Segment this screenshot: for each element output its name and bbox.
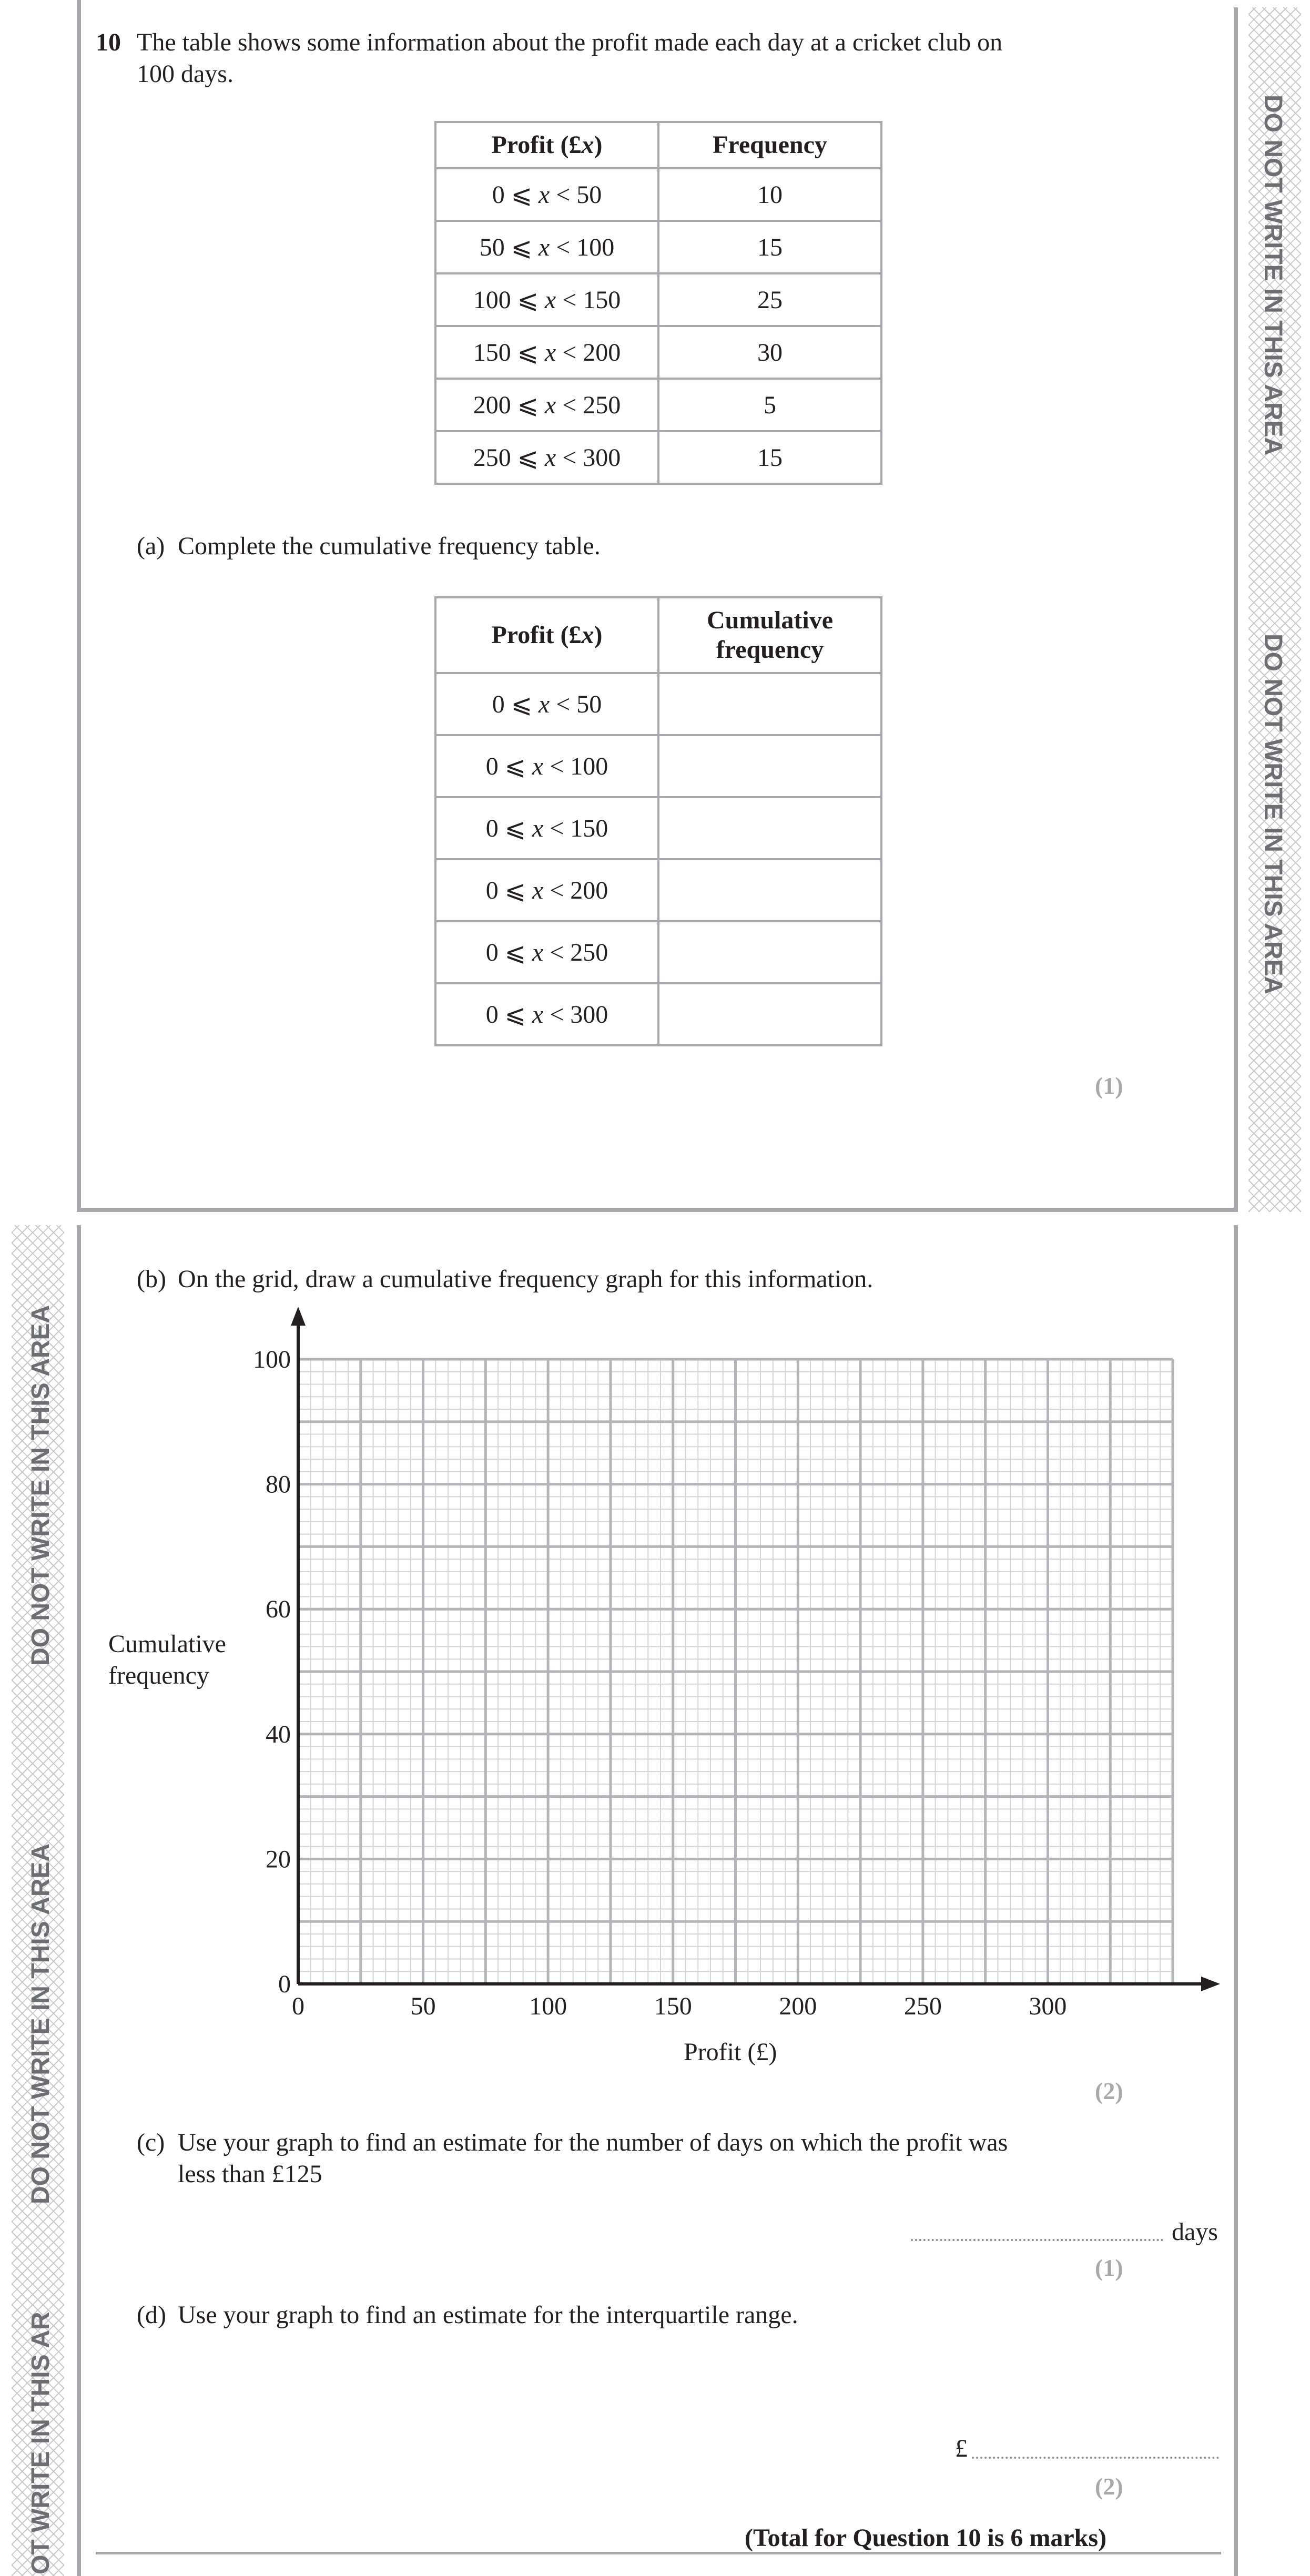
cf-answer-cell[interactable] [658, 921, 881, 983]
cf-profit-cell: 0 ⩽ x < 250 [435, 921, 658, 983]
cf-profit-cell: 0 ⩽ x < 50 [435, 673, 658, 735]
frequency-cell: 15 [658, 431, 881, 484]
margin-warning-left-1: DO NOT WRITE IN THIS AREA [27, 1305, 55, 1666]
part-b-marks: (2) [1095, 2078, 1123, 2104]
header-cf-line1: Cumulative [707, 606, 833, 634]
profit-cell: 250 ⩽ x < 300 [435, 431, 658, 484]
part-c-unit: days [1172, 2218, 1218, 2246]
x-tick-label: 200 [779, 1992, 817, 2020]
margin-warning-right-2: DO NOT WRITE IN THIS AREA [1259, 634, 1287, 995]
page-right-border [1234, 7, 1238, 1212]
profit-cell: 50 ⩽ x < 100 [435, 221, 658, 273]
x-tick-label: 0 [292, 1992, 304, 2020]
cf-profit-cell: 0 ⩽ x < 300 [435, 983, 658, 1045]
cumulative-table-row [435, 859, 881, 921]
question-intro-line2: 100 days. [137, 60, 233, 88]
part-c-answer-line[interactable] [911, 2239, 1163, 2241]
part-c-label: (c) [137, 2129, 165, 2156]
page-bottom-border [77, 1208, 1238, 1212]
x-tick-label: 250 [903, 1992, 942, 2020]
cf-answer-cell[interactable] [658, 797, 881, 859]
header-profit: Profit (£x) [435, 122, 658, 168]
y-tick-label: 0 [278, 1970, 291, 1998]
margin-warning-left-3: OT WRITE IN THIS AR [27, 2312, 55, 2574]
part-a-text: Complete the cumulative frequency table. [178, 532, 601, 560]
y-axis-label-line1: Cumulative [108, 1630, 226, 1658]
cf-answer-cell[interactable] [658, 673, 881, 735]
part-c-text-line2: less than £125 [178, 2160, 322, 2188]
cf-answer-cell[interactable] [658, 859, 881, 921]
part-d-answer-line[interactable] [972, 2457, 1219, 2459]
part-a-marks: (1) [1095, 1072, 1123, 1099]
page-top [0, 0, 1310, 1212]
frequency-cell: 25 [658, 273, 881, 326]
cumulative-frequency-table [434, 596, 882, 1046]
header-frequency: Frequency [658, 122, 881, 168]
frequency-table-row [435, 221, 881, 273]
profit-cell: 100 ⩽ x < 150 [435, 273, 658, 326]
cf-answer-cell[interactable] [658, 735, 881, 797]
x-tick-label: 100 [529, 1992, 567, 2020]
y-tick-label: 100 [253, 1346, 291, 1373]
margin-warning-right-1: DO NOT WRITE IN THIS AREA [1259, 95, 1287, 456]
frequency-cell: 15 [658, 221, 881, 273]
y-axis-label-line2: frequency [108, 1662, 209, 1689]
x-tick-label: 150 [654, 1992, 692, 2020]
part-c-text-line1: Use your graph to find an estimate for the number of days on which the profit was [178, 2129, 1008, 2156]
frequency-table [434, 121, 882, 485]
page2-right-border [1234, 1225, 1238, 2576]
header-profit-cf: Profit (£x) [435, 597, 658, 673]
y-tick-label: 20 [266, 1845, 291, 1874]
frequency-cell: 10 [658, 168, 881, 221]
frequency-cell: 5 [658, 379, 881, 431]
part-c-marks: (1) [1095, 2254, 1123, 2281]
part-b-label: (b) [137, 1265, 166, 1293]
cumulative-table-row [435, 673, 881, 735]
part-d-currency: £ [955, 2435, 968, 2462]
cf-profit-cell: 0 ⩽ x < 150 [435, 797, 658, 859]
frequency-table-row [435, 379, 881, 431]
frequency-table-row [435, 273, 881, 326]
question-number: 10 [96, 28, 121, 56]
cf-profit-cell: 0 ⩽ x < 100 [435, 735, 658, 797]
profit-cell: 150 ⩽ x < 200 [435, 326, 658, 379]
question-intro-line1: The table shows some information about the profit made each day at a cricket club on [137, 28, 1003, 56]
x-tick-label: 300 [1029, 1992, 1067, 2020]
frequency-table-row [435, 431, 881, 484]
y-tick-label: 80 [266, 1470, 291, 1499]
cf-answer-cell[interactable] [658, 983, 881, 1045]
cumulative-table-row [435, 735, 881, 797]
cumulative-table-row [435, 921, 881, 983]
profit-cell: 200 ⩽ x < 250 [435, 379, 658, 431]
cumulative-table-row [435, 797, 881, 859]
frequency-table-row [435, 168, 881, 221]
y-tick-label: 40 [266, 1720, 291, 1748]
page-left-border [77, 0, 81, 1212]
margin-warning-left-2: DO NOT WRITE IN THIS AREA [27, 1843, 55, 2204]
part-a-label: (a) [137, 532, 165, 560]
profit-cell: 0 ⩽ x < 50 [435, 168, 658, 221]
x-axis-arrow [1201, 1977, 1220, 1991]
part-d-label: (d) [137, 2301, 166, 2329]
page-bottom [0, 1225, 1310, 2576]
y-tick-label: 60 [266, 1595, 291, 1624]
frequency-table-row [435, 326, 881, 379]
part-d-text: Use your graph to find an estimate for the interquartile range. [178, 2301, 798, 2329]
question-total: (Total for Question 10 is 6 marks) [745, 2524, 1107, 2552]
frequency-cell: 30 [658, 326, 881, 379]
x-axis-label: Profit (£) [684, 2038, 777, 2066]
part-d-marks: (2) [1095, 2473, 1123, 2500]
cf-profit-cell: 0 ⩽ x < 200 [435, 859, 658, 921]
part-b-text: On the grid, draw a cumulative frequency graph for this information. [178, 1265, 874, 1293]
header-cumulative-frequency [658, 597, 881, 673]
y-axis-arrow [291, 1307, 306, 1326]
x-tick-label: 50 [410, 1992, 436, 2020]
header-cf-line2: frequency [716, 636, 824, 664]
cumulative-table-row [435, 983, 881, 1045]
